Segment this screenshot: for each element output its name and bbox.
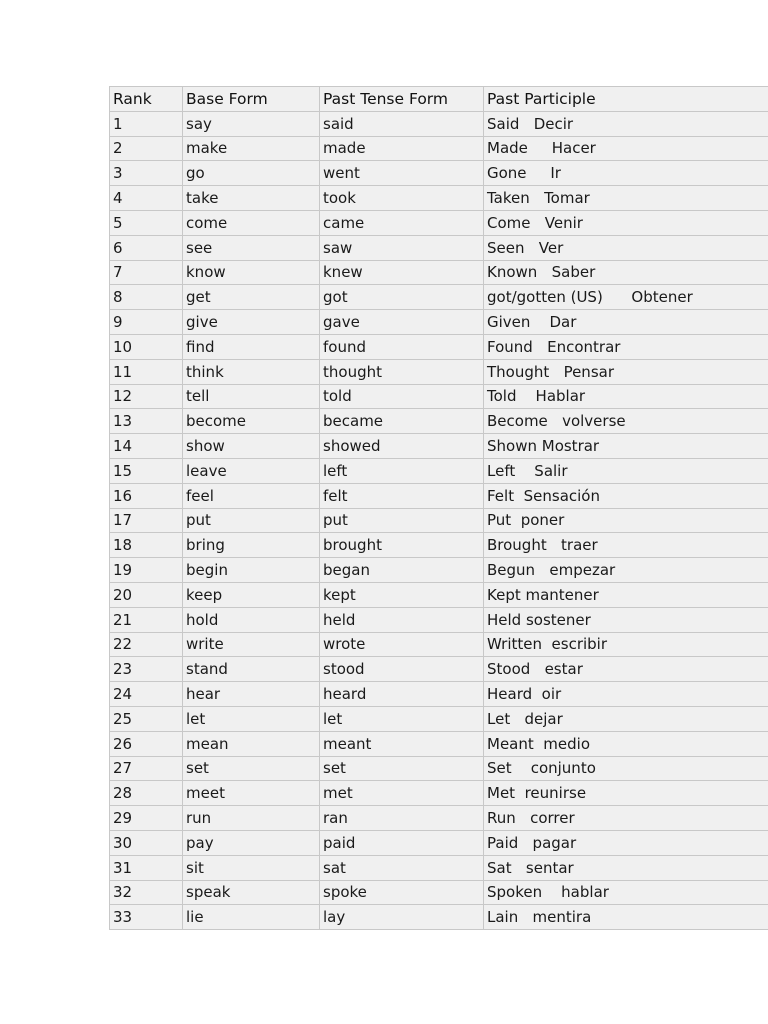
cell-past-tense-form: paid <box>320 830 484 855</box>
cell-base-form: leave <box>183 458 320 483</box>
table-row <box>110 682 768 707</box>
table-row <box>110 235 768 260</box>
cell-rank: 25 <box>110 706 183 731</box>
cell-base-form: run <box>183 806 320 831</box>
cell-past-tense-form: sat <box>320 855 484 880</box>
cell-past-participle: Told Hablar <box>484 384 768 409</box>
cell-base-form: lie <box>183 905 320 930</box>
cell-past-tense-form: got <box>320 285 484 310</box>
cell-base-form: hear <box>183 682 320 707</box>
table-row <box>110 260 768 285</box>
cell-rank: 2 <box>110 136 183 161</box>
cell-past-tense-form: meant <box>320 731 484 756</box>
cell-rank: 26 <box>110 731 183 756</box>
cell-base-form: speak <box>183 880 320 905</box>
table-row <box>110 458 768 483</box>
cell-past-participle: Spoken hablar <box>484 880 768 905</box>
table-row <box>110 855 768 880</box>
cell-past-participle: Put poner <box>484 508 768 533</box>
table-row <box>110 483 768 508</box>
cell-rank: 29 <box>110 806 183 831</box>
cell-past-tense-form: stood <box>320 657 484 682</box>
cell-rank: 24 <box>110 682 183 707</box>
cell-past-tense-form: showed <box>320 434 484 459</box>
cell-base-form: show <box>183 434 320 459</box>
cell-base-form: put <box>183 508 320 533</box>
table-row <box>110 210 768 235</box>
cell-rank: 5 <box>110 210 183 235</box>
cell-rank: 33 <box>110 905 183 930</box>
cell-past-tense-form: wrote <box>320 632 484 657</box>
table-row <box>110 136 768 161</box>
table-row <box>110 384 768 409</box>
cell-past-tense-form: left <box>320 458 484 483</box>
cell-base-form: find <box>183 334 320 359</box>
cell-past-tense-form: put <box>320 508 484 533</box>
table-row <box>110 359 768 384</box>
table-row <box>110 334 768 359</box>
cell-rank: 11 <box>110 359 183 384</box>
cell-past-participle: Found Encontrar <box>484 334 768 359</box>
cell-base-form: make <box>183 136 320 161</box>
cell-rank: 4 <box>110 186 183 211</box>
table-row <box>110 409 768 434</box>
table-row <box>110 657 768 682</box>
cell-past-tense-form: found <box>320 334 484 359</box>
table-body <box>110 111 768 929</box>
cell-base-form: go <box>183 161 320 186</box>
cell-base-form: feel <box>183 483 320 508</box>
cell-rank: 16 <box>110 483 183 508</box>
cell-past-participle: Begun empezar <box>484 558 768 583</box>
cell-past-participle: Shown Mostrar <box>484 434 768 459</box>
cell-rank: 12 <box>110 384 183 409</box>
cell-past-participle: Made Hacer <box>484 136 768 161</box>
table-row <box>110 756 768 781</box>
cell-past-tense-form: saw <box>320 235 484 260</box>
cell-past-participle: Let dejar <box>484 706 768 731</box>
cell-rank: 20 <box>110 582 183 607</box>
cell-past-participle: Set conjunto <box>484 756 768 781</box>
cell-past-participle: Heard oir <box>484 682 768 707</box>
cell-past-tense-form: gave <box>320 310 484 335</box>
cell-past-participle: Felt Sensación <box>484 483 768 508</box>
header-past-tense-form: Past Tense Form <box>320 87 484 112</box>
cell-rank: 31 <box>110 855 183 880</box>
table-row <box>110 558 768 583</box>
table-row <box>110 607 768 632</box>
cell-past-tense-form: lay <box>320 905 484 930</box>
cell-rank: 32 <box>110 880 183 905</box>
header-rank: Rank <box>110 87 183 112</box>
cell-rank: 9 <box>110 310 183 335</box>
cell-base-form: sit <box>183 855 320 880</box>
cell-rank: 3 <box>110 161 183 186</box>
table-row <box>110 905 768 930</box>
cell-past-tense-form: said <box>320 111 484 136</box>
table-row <box>110 508 768 533</box>
cell-past-participle: Sat sentar <box>484 855 768 880</box>
cell-past-participle: Known Saber <box>484 260 768 285</box>
cell-base-form: bring <box>183 533 320 558</box>
cell-past-tense-form: spoke <box>320 880 484 905</box>
cell-past-participle: Taken Tomar <box>484 186 768 211</box>
cell-rank: 23 <box>110 657 183 682</box>
cell-base-form: stand <box>183 657 320 682</box>
cell-base-form: become <box>183 409 320 434</box>
cell-past-tense-form: thought <box>320 359 484 384</box>
cell-past-participle: Meant medio <box>484 731 768 756</box>
table-row <box>110 781 768 806</box>
cell-rank: 6 <box>110 235 183 260</box>
table-row <box>110 285 768 310</box>
cell-past-tense-form: told <box>320 384 484 409</box>
cell-past-tense-form: began <box>320 558 484 583</box>
cell-base-form: come <box>183 210 320 235</box>
cell-base-form: see <box>183 235 320 260</box>
cell-past-participle: Thought Pensar <box>484 359 768 384</box>
cell-rank: 1 <box>110 111 183 136</box>
cell-rank: 17 <box>110 508 183 533</box>
cell-past-participle: Seen Ver <box>484 235 768 260</box>
cell-rank: 19 <box>110 558 183 583</box>
cell-past-participle: Given Dar <box>484 310 768 335</box>
cell-past-tense-form: made <box>320 136 484 161</box>
cell-past-participle: Stood estar <box>484 657 768 682</box>
cell-base-form: think <box>183 359 320 384</box>
cell-rank: 21 <box>110 607 183 632</box>
cell-past-tense-form: knew <box>320 260 484 285</box>
cell-base-form: write <box>183 632 320 657</box>
cell-past-participle: Gone Ir <box>484 161 768 186</box>
cell-base-form: set <box>183 756 320 781</box>
cell-rank: 8 <box>110 285 183 310</box>
cell-past-tense-form: felt <box>320 483 484 508</box>
table-header-row <box>110 87 768 112</box>
cell-past-tense-form: ran <box>320 806 484 831</box>
cell-rank: 7 <box>110 260 183 285</box>
cell-past-tense-form: held <box>320 607 484 632</box>
cell-base-form: hold <box>183 607 320 632</box>
irregular-verbs-table <box>109 86 768 930</box>
cell-past-tense-form: brought <box>320 533 484 558</box>
cell-base-form: tell <box>183 384 320 409</box>
table-row <box>110 830 768 855</box>
cell-past-tense-form: heard <box>320 682 484 707</box>
cell-past-participle: Run correr <box>484 806 768 831</box>
table-row <box>110 731 768 756</box>
cell-rank: 15 <box>110 458 183 483</box>
cell-past-tense-form: set <box>320 756 484 781</box>
cell-rank: 14 <box>110 434 183 459</box>
table-row <box>110 706 768 731</box>
header-base-form: Base Form <box>183 87 320 112</box>
cell-past-participle: Kept mantener <box>484 582 768 607</box>
cell-past-participle: Met reunirse <box>484 781 768 806</box>
table-row <box>110 161 768 186</box>
cell-past-tense-form: went <box>320 161 484 186</box>
cell-base-form: take <box>183 186 320 211</box>
cell-past-participle: Left Salir <box>484 458 768 483</box>
cell-base-form: let <box>183 706 320 731</box>
cell-past-participle: Brought traer <box>484 533 768 558</box>
cell-base-form: keep <box>183 582 320 607</box>
cell-past-participle: Become volverse <box>484 409 768 434</box>
cell-base-form: begin <box>183 558 320 583</box>
cell-past-participle: Come Venir <box>484 210 768 235</box>
cell-rank: 18 <box>110 533 183 558</box>
cell-rank: 10 <box>110 334 183 359</box>
cell-base-form: get <box>183 285 320 310</box>
cell-past-participle: Said Decir <box>484 111 768 136</box>
table-row <box>110 186 768 211</box>
cell-base-form: give <box>183 310 320 335</box>
cell-past-tense-form: came <box>320 210 484 235</box>
table-row <box>110 111 768 136</box>
table-row <box>110 434 768 459</box>
cell-past-participle: Held sostener <box>484 607 768 632</box>
cell-past-participle: Written escribir <box>484 632 768 657</box>
table-row <box>110 533 768 558</box>
cell-past-tense-form: became <box>320 409 484 434</box>
header-past-participle: Past Participle <box>484 87 768 112</box>
cell-past-tense-form: took <box>320 186 484 211</box>
cell-rank: 27 <box>110 756 183 781</box>
cell-base-form: say <box>183 111 320 136</box>
cell-rank: 22 <box>110 632 183 657</box>
cell-rank: 13 <box>110 409 183 434</box>
cell-past-participle: got/gotten (US) Obtener <box>484 285 768 310</box>
cell-past-tense-form: kept <box>320 582 484 607</box>
table-row <box>110 880 768 905</box>
table-row <box>110 806 768 831</box>
cell-past-participle: Paid pagar <box>484 830 768 855</box>
cell-base-form: meet <box>183 781 320 806</box>
table-row <box>110 582 768 607</box>
cell-rank: 28 <box>110 781 183 806</box>
table-row <box>110 632 768 657</box>
cell-base-form: mean <box>183 731 320 756</box>
table-row <box>110 310 768 335</box>
cell-base-form: know <box>183 260 320 285</box>
cell-past-tense-form: met <box>320 781 484 806</box>
cell-rank: 30 <box>110 830 183 855</box>
cell-past-tense-form: let <box>320 706 484 731</box>
cell-past-participle: Lain mentira <box>484 905 768 930</box>
cell-base-form: pay <box>183 830 320 855</box>
